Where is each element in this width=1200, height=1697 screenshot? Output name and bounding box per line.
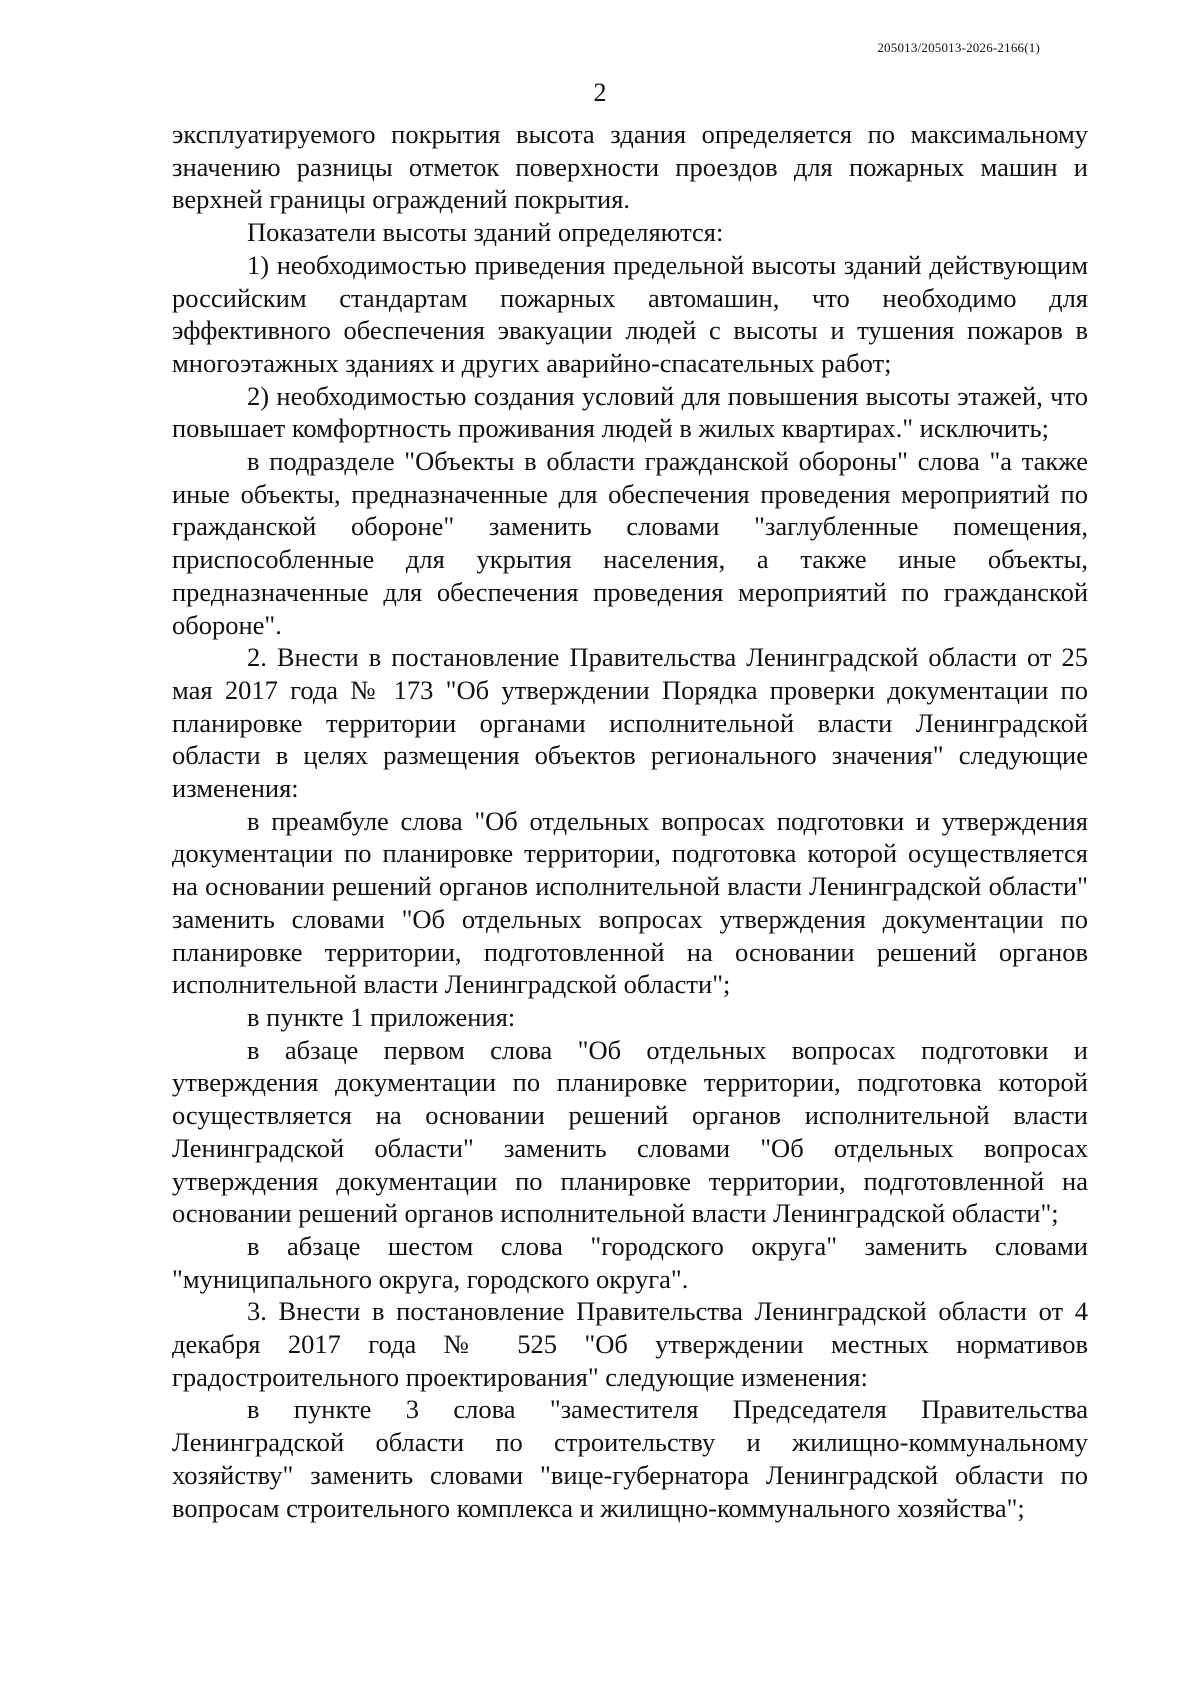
paragraph: в пункте 3 слова "заместителя Председателя Правительства Ленинградской области по строительству и жилищно-коммунальному хозяйству" заменить словами "вице-губернатора Ленинградской области по вопросам строительного комплекса и жилищно-коммунального хозяйства"; (172, 1394, 1088, 1523)
paragraph: 2) необходимостью создания условий для повышения высоты этажей, что повышает комфортность проживания людей в жилых квартирах." исключить; (172, 380, 1088, 444)
paragraph: в пункте 1 приложения: (247, 1001, 516, 1032)
document-body (172, 118, 1088, 1524)
paragraph: эксплуатируемого покрытия высота здания определяется по максимальному значению разницы отметок поверхности проездов для пожарных машин и верхней границы ограждений покрытия. (172, 119, 1088, 215)
paragraph: 1) необходимостью приведения предельной высоты зданий действующим российским стандартам пожарных автомашин, что необходимо для эффективного обеспечения эвакуации людей с высоты и тушения пожаров в многоэтажных зданиях и других аварийно-спасательных работ; (172, 249, 1088, 378)
paragraph: в преамбуле слова "Об отдельных вопросах подготовки и утверждения документации по планировке территории, подготовка которой осуществляется на основании решений органов исполнительной власти Ленинградской области" заменить словами "Об отдельных вопросах утверждения документации по планировке территории, подготовленной на основании решений органов исполнительной власти Ленинградской области"; (172, 805, 1088, 1000)
paragraph: в абзаце шестом слова "городского округа" заменить словами "муниципального округа, городского округа". (172, 1230, 1088, 1294)
paragraph: в подразделе "Объекты в области гражданской обороны" слова "а также иные объекты, предназначенные для обеспечения проведения мероприятий по гражданской обороне" заменить словами "заглубленные помещения, приспособленные для укрытия населения, а также иные объекты, предназначенные для обеспечения проведения мероприятий по гражданской обороне". (172, 446, 1088, 640)
paragraph: в абзаце первом слова "Об отдельных вопросах подготовки и утверждения документации по планировке территории, подготовка которой осуществляется на основании решений органов исполнительной власти Ленинградской области" заменить словами "Об отдельных вопросах утверждения документации по планировке территории, подготовленной на основании решений органов исполнительной власти Ленинградской области"; (172, 1034, 1088, 1229)
paragraph: 3. Внести в постановление Правительства Ленинградской области от 4 декабря 2017 года № 525 "Об утверждении местных нормативов градостроительного проектирования" следующие изменения: (172, 1296, 1088, 1392)
page-number: 2 (593, 78, 607, 107)
paragraph: Показатели высоты зданий определяются: (247, 217, 724, 248)
document-id: 205013/205013-2026-2166(1) (877, 40, 1040, 55)
paragraph: 2. Внести в постановление Правительства Ленинградской области от 25 мая 2017 года № 173 "Об утверждении Порядка проверки документации по планировке территории органами исполнительной власти Ленинградской области в целях размещения объектов регионального значения" следующие изменения: (172, 642, 1088, 804)
